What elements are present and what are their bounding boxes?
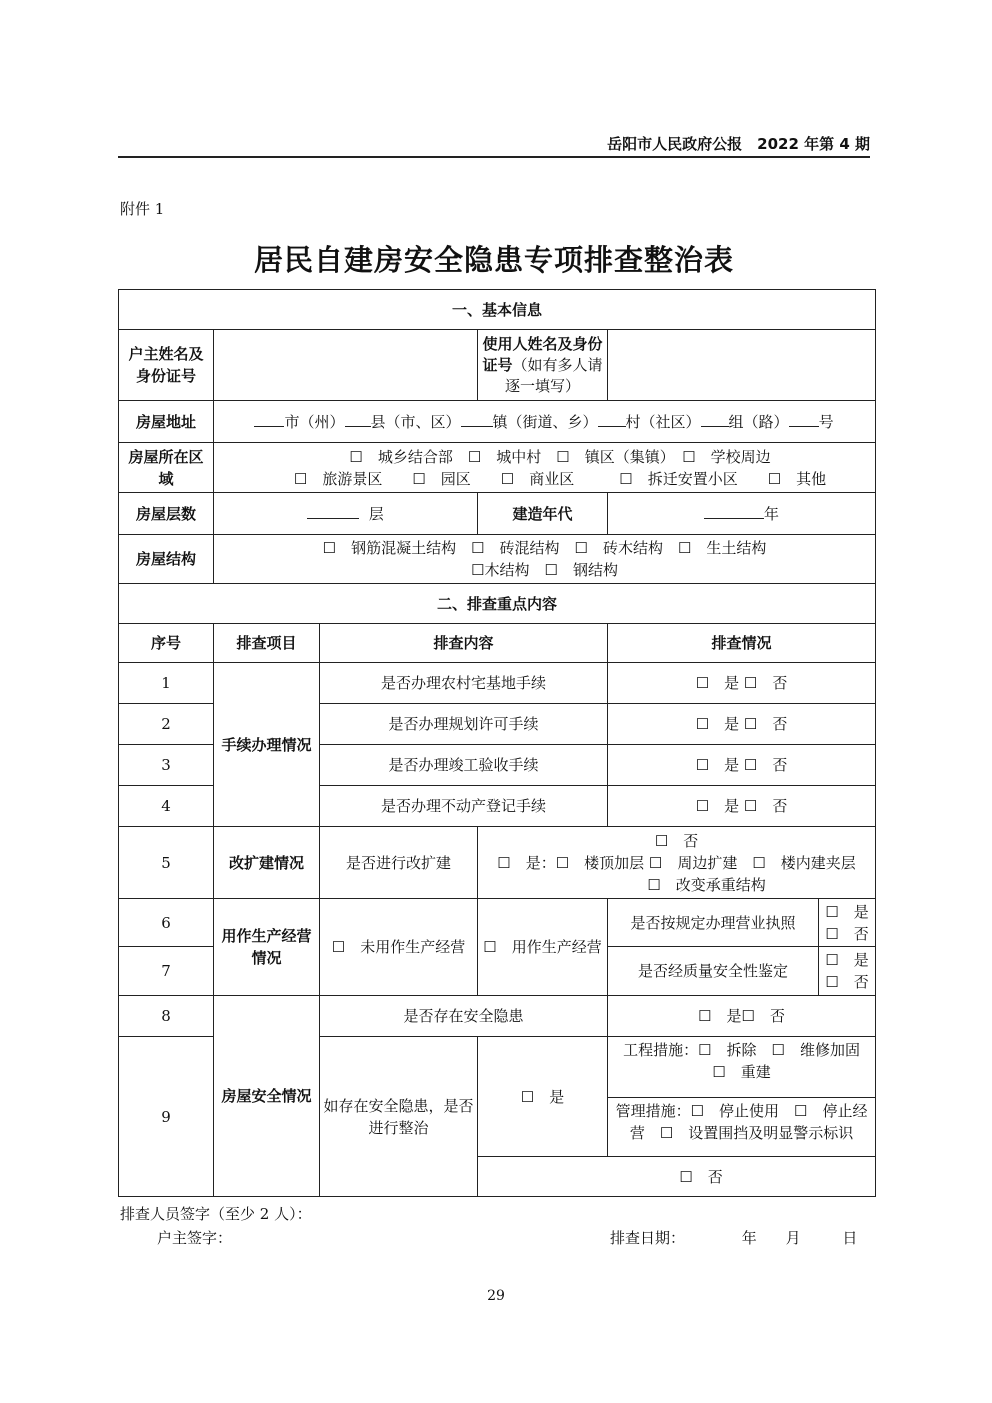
group-expansion: 改扩建情况: [214, 827, 320, 899]
structure-options[interactable]: ☐ 钢筋混凝土结构 ☐ 砖混结构 ☐ 砖木结构 ☐ 生土结构 ☐木结构 ☐ 钢结构: [214, 535, 876, 584]
build-year-field[interactable]: 年: [608, 493, 876, 535]
yes-no-options[interactable]: ☐ 是 ☐ 否: [819, 899, 876, 947]
page-title: 居民自建房安全隐患专项排查整治表: [253, 243, 734, 277]
owner-id-field[interactable]: [214, 330, 478, 401]
expansion-options[interactable]: ☐ 否 ☐ 是：☐ 楼顶加层 ☐ 周边扩建 ☐ 楼内建夹层 ☐ 改变承重结构: [478, 827, 876, 899]
yes-no-options[interactable]: ☐ 是 ☐ 否: [608, 786, 876, 827]
col-content-header: 排查内容: [320, 624, 608, 663]
inspection-form: [118, 289, 890, 1197]
check-content: 如存在安全隐患，是否进行整治: [320, 1037, 478, 1197]
check-content: 是否进行改扩建: [320, 827, 478, 899]
address-field[interactable]: 市（州） 县（市、区） 镇（街道、乡） 村（社区） 组（路） 号: [214, 401, 876, 443]
group-safety: 房屋安全情况: [214, 996, 320, 1197]
page-number: 29: [487, 1288, 505, 1304]
area-label: 房屋所在区域: [119, 443, 214, 493]
date-year: 年: [741, 1229, 757, 1247]
col-no-header: 序号: [119, 624, 214, 663]
check-content: 是否经质量安全性鉴定: [608, 947, 819, 996]
row-number: 5: [119, 827, 214, 899]
inspection-date: [610, 1227, 870, 1248]
area-options[interactable]: ☐ 城乡结合部 ☐ 城中村 ☐ 镇区（集镇） ☐ 学校周边 ☐ 旅游景区 ☐ 园区 ☐ 商业区 ☐ 拆迁安置小区 ☐ 其他: [214, 443, 876, 493]
row-number: 9: [119, 1037, 214, 1197]
row-number: 4: [119, 786, 214, 827]
engineering-measures[interactable]: 工程措施：☐ 拆除 ☐ 维修加固 ☐ 重建: [608, 1037, 875, 1098]
check-content: 是否办理农村宅基地手续: [320, 663, 608, 704]
date-day: 日: [842, 1229, 858, 1247]
owner-signature-label: 户主签字：: [157, 1229, 233, 1247]
inspector-signature-label: 排查人员签字（至少 2 人）：: [120, 1205, 312, 1223]
owner-id-label: 户主姓名及身份证号: [119, 330, 214, 401]
remediation-yes-option[interactable]: ☐ 是: [478, 1037, 608, 1157]
yes-no-options[interactable]: ☐ 是 ☐ 否: [608, 704, 876, 745]
build-year-label: 建造年代: [478, 493, 608, 535]
header-rule: [118, 156, 870, 158]
check-content: 是否办理竣工验收手续: [320, 745, 608, 786]
user-id-field[interactable]: [608, 330, 876, 401]
date-label: 排查日期：: [610, 1229, 686, 1247]
yes-no-options[interactable]: ☐ 是 ☐ 否: [608, 745, 876, 786]
row-number: 2: [119, 704, 214, 745]
section2-heading: 二、排查重点内容: [119, 584, 876, 624]
check-content: 是否办理规划许可手续: [320, 704, 608, 745]
row-number: 1: [119, 663, 214, 704]
row-number: 6: [119, 899, 214, 947]
check-content: 是否按规定办理营业执照: [608, 899, 819, 947]
col-status-header: 排查情况: [608, 624, 876, 663]
structure-label: 房屋结构: [119, 535, 214, 584]
management-measures[interactable]: 管理措施：☐ 停止使用 ☐ 停止经营 ☐ 设置围挡及明显警示标识: [615, 1102, 868, 1142]
col-item-header: 排查项目: [214, 624, 320, 663]
group-business: 用作生产经营情况: [214, 899, 320, 996]
remediation-measures: [608, 1037, 890, 1157]
user-id-label: 使用人姓名及身份证号（如有多人请逐一填写）: [478, 330, 608, 401]
yes-no-options[interactable]: ☐ 是 ☐ 否: [608, 663, 876, 704]
group-procedures: 手续办理情况: [214, 663, 320, 827]
floors-label: 房屋层数: [119, 493, 214, 535]
floors-field[interactable]: 层: [214, 493, 478, 535]
yes-no-options[interactable]: ☐ 是☐ 否: [608, 996, 876, 1037]
remediation-no-option[interactable]: ☐ 否: [478, 1157, 876, 1197]
date-month: 月: [785, 1229, 801, 1247]
publication-header: 岳阳市人民政府公报 2022 年第 4 期: [607, 135, 870, 153]
address-label: 房屋地址: [119, 401, 214, 443]
business-option[interactable]: ☐ 用作生产经营: [478, 899, 608, 996]
section1-heading: 一、基本信息: [119, 290, 876, 330]
not-business-option[interactable]: ☐ 未用作生产经营: [320, 899, 478, 996]
yes-no-options[interactable]: ☐ 是 ☐ 否: [819, 947, 876, 996]
row-number: 7: [119, 947, 214, 996]
row-number: 3: [119, 745, 214, 786]
attachment-label: 附件 1: [120, 200, 165, 218]
row-number: 8: [119, 996, 214, 1037]
check-content: 是否办理不动产登记手续: [320, 786, 608, 827]
check-content: 是否存在安全隐患: [320, 996, 608, 1037]
